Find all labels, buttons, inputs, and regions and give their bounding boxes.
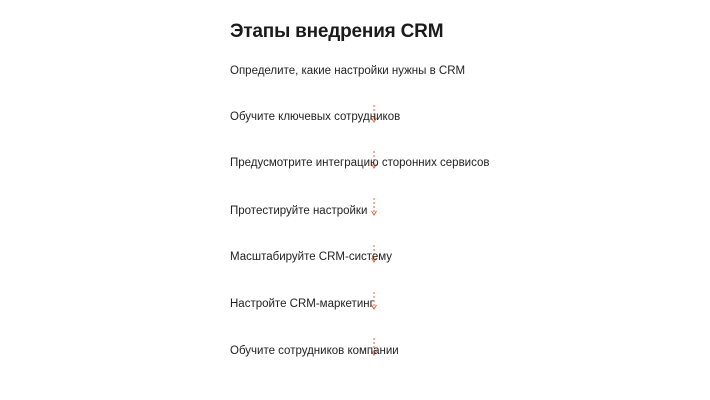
step-6: Настройте CRM-маркетинг [230,298,374,310]
step-1: Определите, какие настройки нужны в CRM [230,65,466,77]
diagram-title: Этапы внедрения CRM [230,21,444,42]
step-2: Обучите ключевых сотрудников [230,111,401,123]
step-5: Масштабируйте CRM-систему [230,251,393,263]
arrow-down-icon [370,198,378,218]
step-3: Предусмотрите интеграцию сторонних сервисов [230,157,490,169]
step-4: Протестируйте настройки [230,205,368,217]
crm-stages-diagram [230,20,490,357]
step-7: Обучите сотрудников компании [230,345,399,357]
